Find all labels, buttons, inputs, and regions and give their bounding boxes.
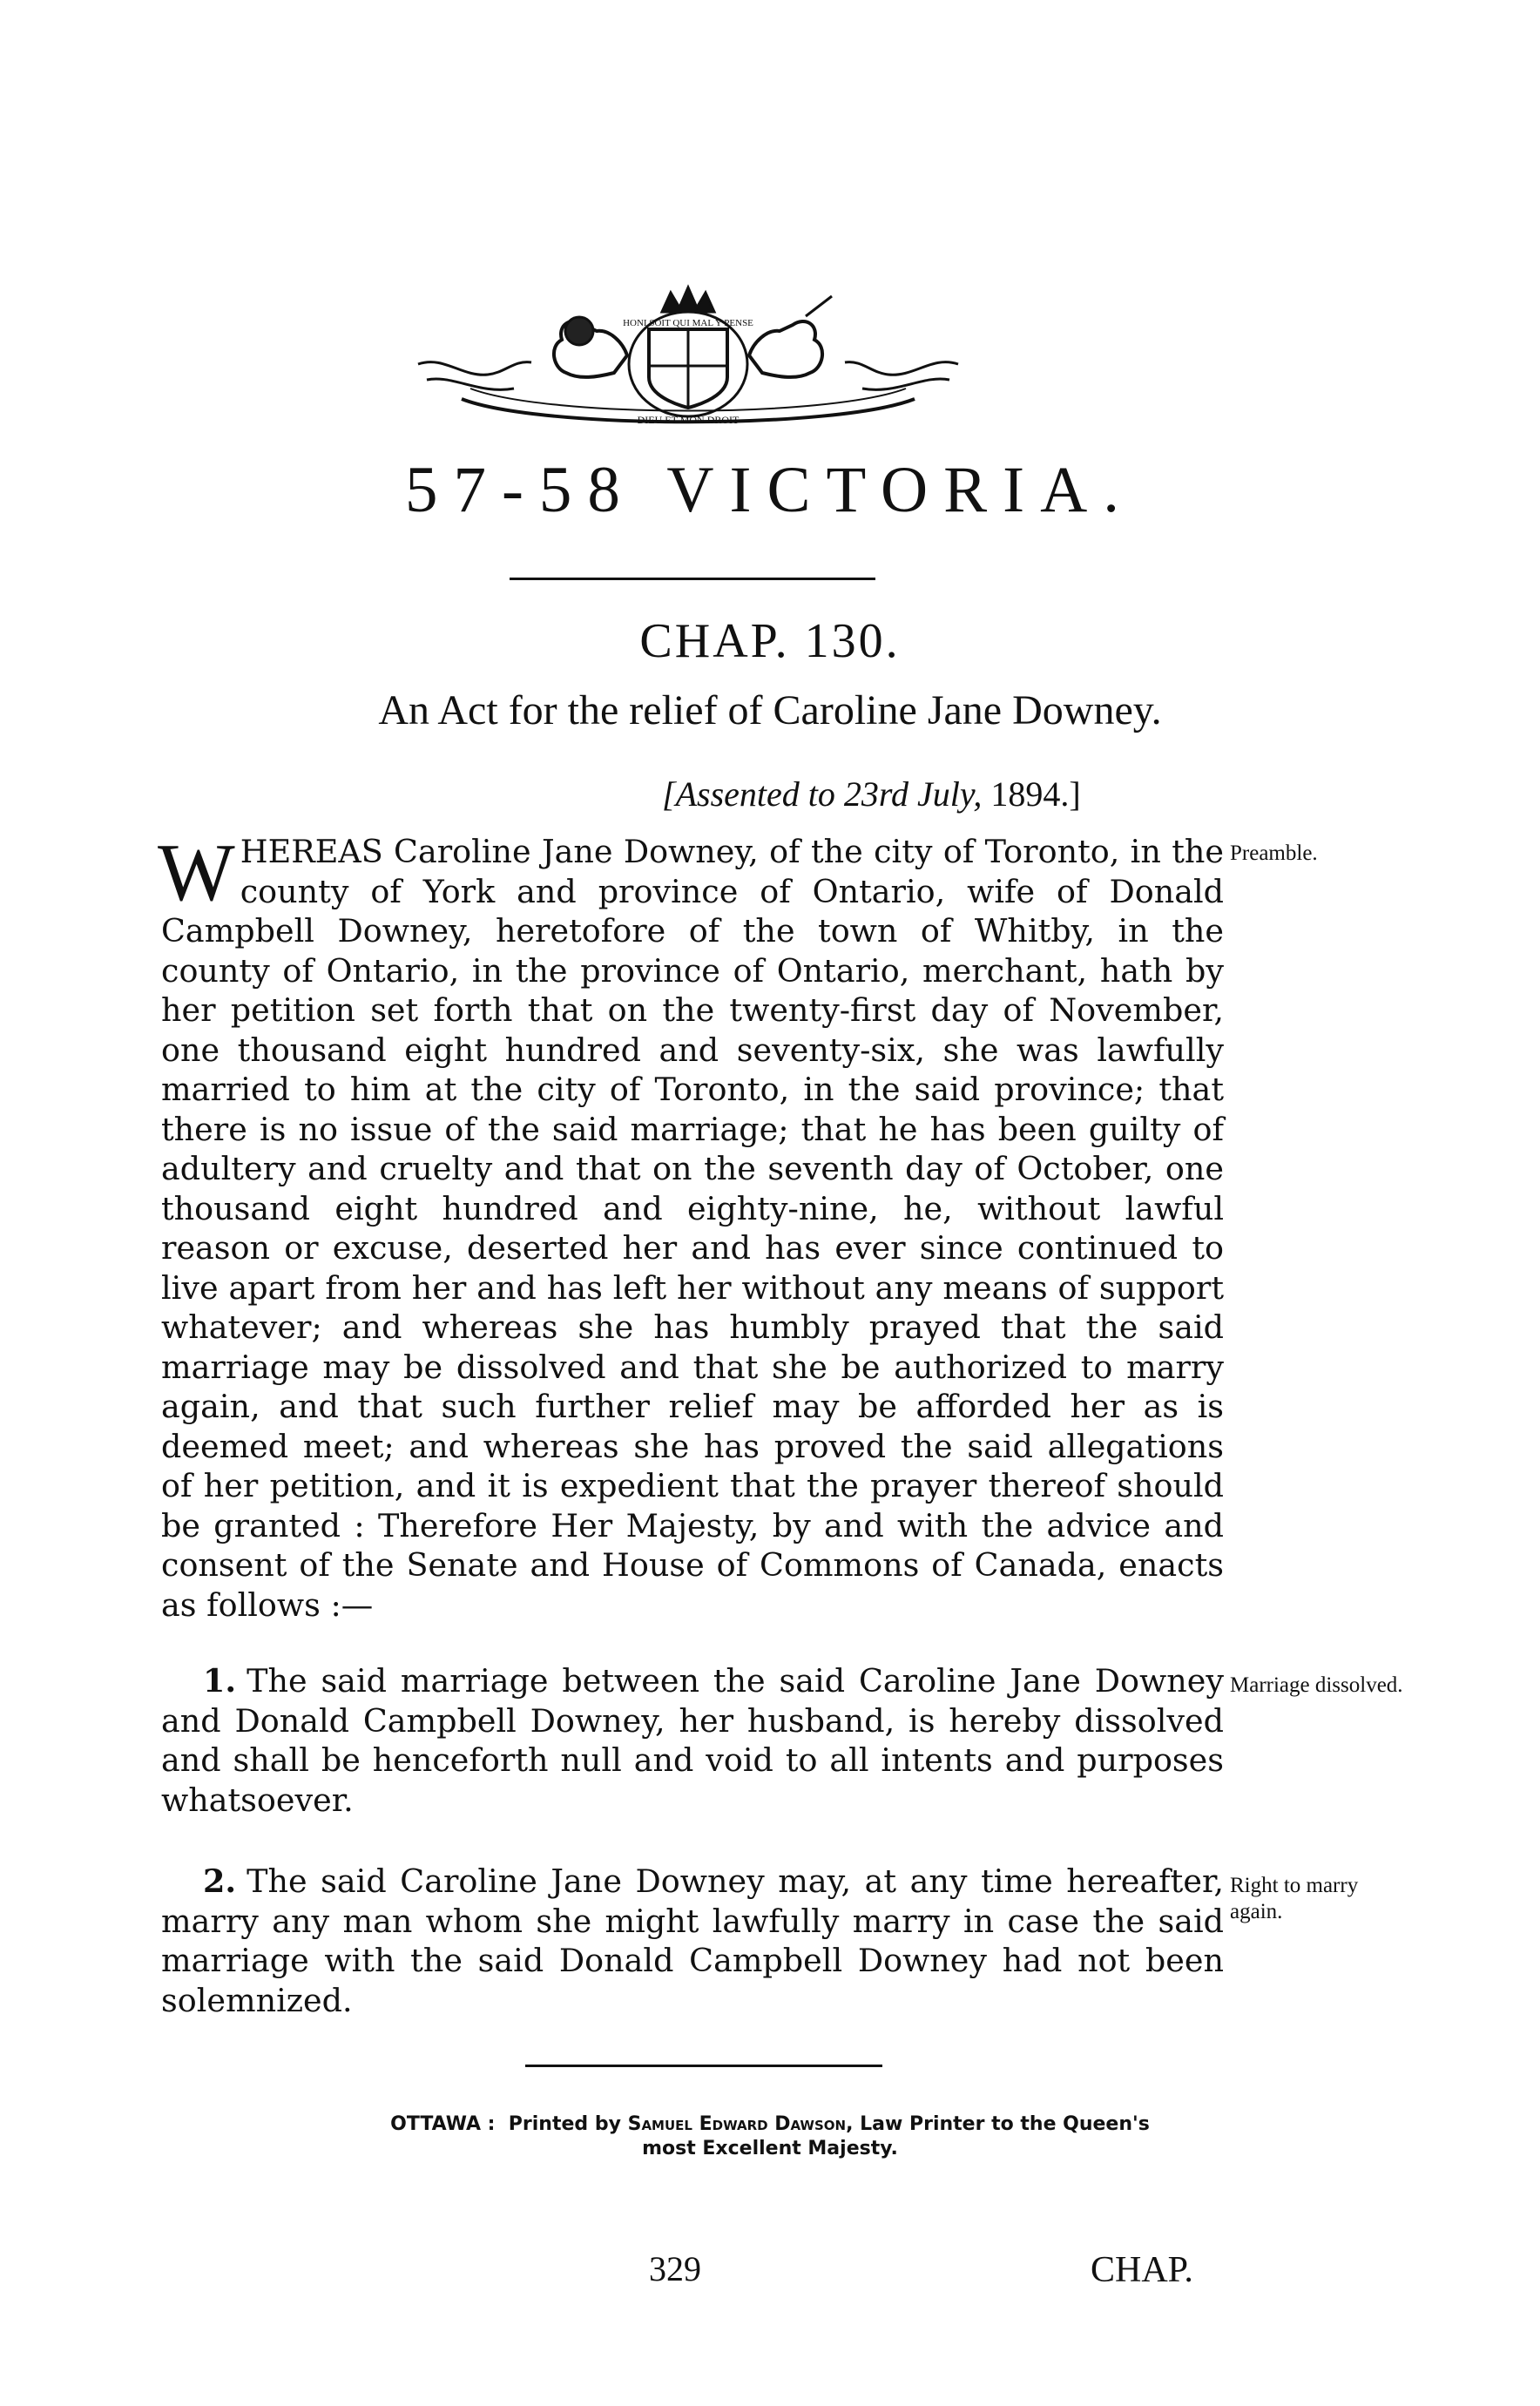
printer-imprint [0, 2112, 1540, 2161]
margin-note-section-1: Marriage dissolved. [1230, 1673, 1403, 1697]
section-number: 1. [203, 1662, 237, 1700]
assent-date [662, 774, 1081, 814]
margin-note-section-2: Right to marry again. [1230, 1874, 1359, 1923]
margin-note-preamble: Preamble. [1230, 841, 1318, 865]
printer-name: Samuel Edward Dawson, [627, 2113, 854, 2135]
printer-line-2: most Excellent Majesty. [642, 2138, 898, 2159]
preamble-paragraph [158, 828, 1224, 1625]
printer-suffix: Law Printer to the Queen's [860, 2113, 1150, 2135]
section-1 [161, 1661, 1224, 1820]
garter-motto: HONI SOIT QUI MAL Y PENSE [623, 318, 753, 328]
page-number: 329 [649, 2249, 701, 2288]
assented-year: 1894.] [990, 774, 1081, 814]
act-title: An Act for the relief of Caroline Jane Downey. [378, 687, 1162, 733]
regnal-year-heading: 57-58 VICTORIA. [404, 454, 1136, 526]
printer-place: OTTAWA : [390, 2113, 496, 2135]
catchword: CHAP. [1091, 2250, 1193, 2290]
section-text: The said Caroline Jane Downey may, at any time hereafter, marry any man whom she might lawfully marry in case the said marriage with the said Donald Campbell Downey had not been solemnized. [161, 1862, 1224, 2019]
chapter-heading: CHAP. 130. [639, 614, 901, 668]
assented-date: 23rd July, [843, 774, 983, 814]
crest-image [409, 277, 967, 429]
royal-coat-of-arms [409, 277, 967, 429]
section-number: 2. [203, 1862, 237, 1900]
header-rule [510, 578, 875, 580]
footer-rule [525, 2065, 882, 2067]
printer-prefix: Printed by [508, 2113, 621, 2135]
assented-prefix: [Assented to [662, 774, 835, 814]
drop-cap: W [158, 828, 235, 918]
royal-motto: DIEU ET MON DROIT [637, 414, 740, 426]
section-2 [161, 1862, 1224, 2020]
section-text: The said marriage between the said Caroline Jane Downey and Donald Campbell Downey, her husband, is hereby dissolved and shall be henceforth null and void to all intents and purposes whatsoever. [161, 1662, 1224, 1819]
preamble-text: HEREAS Caroline Jane Downey, of the city of Toronto, in the county of York and province of Ontario, wife of Donald Campbell Downey, heretofore of the town of Whitby, in the county of Ontario, in the province of Ontario, merchant, hath by her petition set forth that on the twenty-first day of November, one thousand eight hundred and seventy-six, she was lawfully married to him at the city of Toronto, in the said province; that there is no issue of the said marriage; that he has been guilty of adultery and cruelty and that on the seventh day of October, one thousand eight hundred and eighty-nine, he, without lawful reason or excuse, deserted her and has ever since continued to live apart from her and has left her without any means of support whatever; and whereas she has humbly prayed that the said marriage may be dissolved and that she be authorized to marry again, and that such further relief may be afforded her as is deemed meet; and whereas she has proved the said allegations of her petition, and it is expedient that the prayer thereof should be granted : Therefore Her Majesty, by and with the advice and consent of the Senate and House of Commons of Canada, enacts as follows :— [161, 833, 1224, 1624]
printer-line-1 [0, 2112, 1540, 2137]
